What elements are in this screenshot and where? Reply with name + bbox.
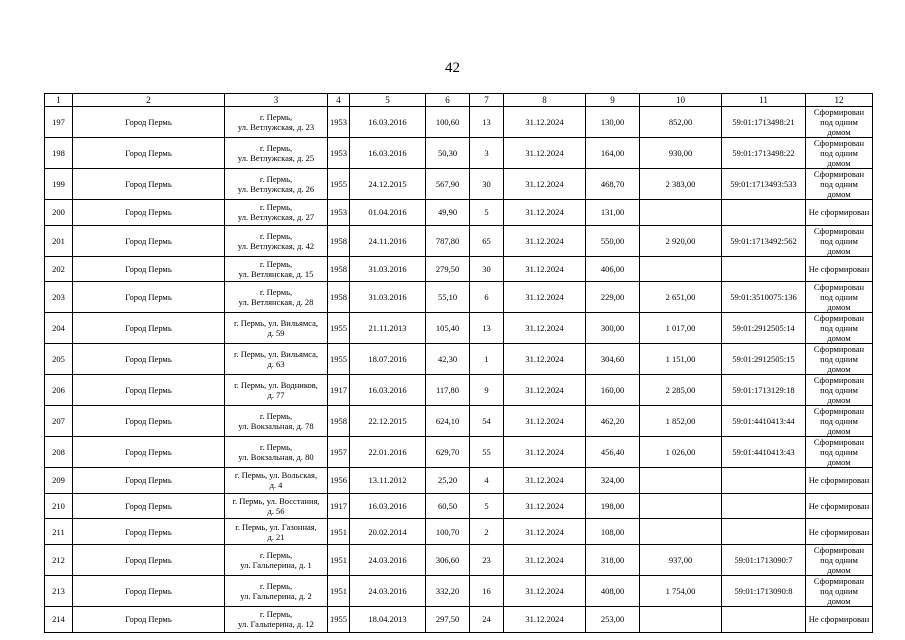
table-row bbox=[45, 169, 873, 200]
address-cell: г. Пермь, ул. Гальперина, д. 12 bbox=[225, 606, 328, 632]
address-cell: г. Пермь, ул. Ветлужская, д. 42 bbox=[225, 225, 328, 256]
cadastral-area-cell: 2 920,00 bbox=[640, 225, 722, 256]
year-cell: 1955 bbox=[328, 313, 350, 344]
table-row bbox=[45, 313, 873, 344]
date-cell: 16.03.2016 bbox=[350, 138, 426, 169]
year-cell: 1955 bbox=[328, 344, 350, 375]
year-cell: 1958 bbox=[328, 256, 350, 282]
area-cell: 306,60 bbox=[426, 544, 470, 575]
land-area-cell: 229,00 bbox=[586, 282, 640, 313]
address-cell: г. Пермь, ул. Вокзальная, д. 80 bbox=[225, 437, 328, 468]
table-row bbox=[45, 575, 873, 606]
land-area-cell: 198,00 bbox=[586, 493, 640, 519]
status-cell: Не сформирован bbox=[806, 606, 873, 632]
deadline-cell: 31.12.2024 bbox=[504, 606, 586, 632]
deadline-cell: 31.12.2024 bbox=[504, 313, 586, 344]
column-header: 7 bbox=[470, 94, 504, 107]
cadastral-area-cell: 852,00 bbox=[640, 107, 722, 138]
column-header: 2 bbox=[73, 94, 225, 107]
residents-cell: 13 bbox=[470, 313, 504, 344]
year-cell: 1953 bbox=[328, 200, 350, 226]
land-area-cell: 160,00 bbox=[586, 375, 640, 406]
residents-cell: 6 bbox=[470, 282, 504, 313]
land-area-cell: 108,00 bbox=[586, 519, 640, 545]
cadastral-area-cell: 930,00 bbox=[640, 138, 722, 169]
land-area-cell: 408,00 bbox=[586, 575, 640, 606]
address-cell: г. Пермь, ул. Ветлянская, д. 28 bbox=[225, 282, 328, 313]
status-cell: Не сформирован bbox=[806, 256, 873, 282]
cadastral-number-cell: 59:01:2912505:14 bbox=[722, 313, 806, 344]
address-cell: г. Пермь, ул. Вильямса, д. 63 bbox=[225, 344, 328, 375]
status-cell: Сформирован под одним домом bbox=[806, 282, 873, 313]
row-number-cell: 198 bbox=[45, 138, 73, 169]
area-cell: 629,70 bbox=[426, 437, 470, 468]
date-cell: 22.01.2016 bbox=[350, 437, 426, 468]
cadastral-area-cell: 1 026,00 bbox=[640, 437, 722, 468]
residents-cell: 9 bbox=[470, 375, 504, 406]
address-cell: г. Пермь, ул. Водников, д. 77 bbox=[225, 375, 328, 406]
area-cell: 332,20 bbox=[426, 575, 470, 606]
area-cell: 55,10 bbox=[426, 282, 470, 313]
date-cell: 18.04.2013 bbox=[350, 606, 426, 632]
cadastral-area-cell bbox=[640, 256, 722, 282]
row-number-cell: 204 bbox=[45, 313, 73, 344]
table-row bbox=[45, 375, 873, 406]
date-cell: 16.03.2016 bbox=[350, 107, 426, 138]
deadline-cell: 31.12.2024 bbox=[504, 468, 586, 494]
cadastral-number-cell: 59:01:1713498:22 bbox=[722, 138, 806, 169]
row-number-cell: 197 bbox=[45, 107, 73, 138]
cadastral-number-cell bbox=[722, 200, 806, 226]
year-cell: 1958 bbox=[328, 282, 350, 313]
cadastral-number-cell: 59:01:1713493:533 bbox=[722, 169, 806, 200]
address-cell: г. Пермь, ул. Ветлужская, д. 26 bbox=[225, 169, 328, 200]
table-row bbox=[45, 406, 873, 437]
land-area-cell: 131,00 bbox=[586, 200, 640, 226]
date-cell: 24.11.2016 bbox=[350, 225, 426, 256]
deadline-cell: 31.12.2024 bbox=[504, 575, 586, 606]
cadastral-number-cell: 59:01:1713498:21 bbox=[722, 107, 806, 138]
cadastral-number-cell: 59:01:4410413:43 bbox=[722, 437, 806, 468]
year-cell: 1957 bbox=[328, 437, 350, 468]
cadastral-area-cell: 1 017,00 bbox=[640, 313, 722, 344]
year-cell: 1955 bbox=[328, 169, 350, 200]
row-number-cell: 200 bbox=[45, 200, 73, 226]
land-area-cell: 456,40 bbox=[586, 437, 640, 468]
deadline-cell: 31.12.2024 bbox=[504, 282, 586, 313]
table-row bbox=[45, 138, 873, 169]
column-header: 12 bbox=[806, 94, 873, 107]
deadline-cell: 31.12.2024 bbox=[504, 256, 586, 282]
status-cell: Сформирован под одним домом bbox=[806, 225, 873, 256]
land-area-cell: 304,60 bbox=[586, 344, 640, 375]
date-cell: 16.03.2016 bbox=[350, 493, 426, 519]
header-row bbox=[45, 94, 873, 107]
year-cell: 1955 bbox=[328, 606, 350, 632]
row-number-cell: 205 bbox=[45, 344, 73, 375]
deadline-cell: 31.12.2024 bbox=[504, 200, 586, 226]
housing-table bbox=[44, 93, 873, 633]
table-row bbox=[45, 107, 873, 138]
year-cell: 1917 bbox=[328, 493, 350, 519]
deadline-cell: 31.12.2024 bbox=[504, 375, 586, 406]
year-cell: 1953 bbox=[328, 138, 350, 169]
cadastral-area-cell: 937,00 bbox=[640, 544, 722, 575]
table-row bbox=[45, 200, 873, 226]
row-number-cell: 210 bbox=[45, 493, 73, 519]
deadline-cell: 31.12.2024 bbox=[504, 406, 586, 437]
address-cell: г. Пермь, ул. Ветлужская, д. 25 bbox=[225, 138, 328, 169]
deadline-cell: 31.12.2024 bbox=[504, 519, 586, 545]
land-area-cell: 318,00 bbox=[586, 544, 640, 575]
date-cell: 16.03.2016 bbox=[350, 375, 426, 406]
municipality-cell: Город Пермь bbox=[73, 282, 225, 313]
table-row bbox=[45, 544, 873, 575]
land-area-cell: 468,70 bbox=[586, 169, 640, 200]
row-number-cell: 206 bbox=[45, 375, 73, 406]
status-cell: Сформирован под одним домом bbox=[806, 169, 873, 200]
municipality-cell: Город Пермь bbox=[73, 519, 225, 545]
address-cell: г. Пермь, ул. Вильямса, д. 59 bbox=[225, 313, 328, 344]
table-row bbox=[45, 256, 873, 282]
residents-cell: 30 bbox=[470, 169, 504, 200]
land-area-cell: 300,00 bbox=[586, 313, 640, 344]
row-number-cell: 211 bbox=[45, 519, 73, 545]
cadastral-number-cell: 59:01:1713129:18 bbox=[722, 375, 806, 406]
date-cell: 31.03.2016 bbox=[350, 282, 426, 313]
status-cell: Сформирован под одним домом bbox=[806, 544, 873, 575]
status-cell: Не сформирован bbox=[806, 200, 873, 226]
land-area-cell: 324,00 bbox=[586, 468, 640, 494]
residents-cell: 23 bbox=[470, 544, 504, 575]
table-row bbox=[45, 493, 873, 519]
address-cell: г. Пермь, ул. Газонная, д. 21 bbox=[225, 519, 328, 545]
cadastral-area-cell: 1 852,00 bbox=[640, 406, 722, 437]
date-cell: 01.04.2016 bbox=[350, 200, 426, 226]
year-cell: 1953 bbox=[328, 107, 350, 138]
residents-cell: 3 bbox=[470, 138, 504, 169]
area-cell: 117,80 bbox=[426, 375, 470, 406]
land-area-cell: 462,20 bbox=[586, 406, 640, 437]
date-cell: 22.12.2015 bbox=[350, 406, 426, 437]
table-row bbox=[45, 468, 873, 494]
cadastral-area-cell: 1 754,00 bbox=[640, 575, 722, 606]
status-cell: Сформирован под одним домом bbox=[806, 313, 873, 344]
row-number-cell: 214 bbox=[45, 606, 73, 632]
deadline-cell: 31.12.2024 bbox=[504, 437, 586, 468]
address-cell: г. Пермь, ул. Ветлужская, д. 27 bbox=[225, 200, 328, 226]
table-row bbox=[45, 344, 873, 375]
table-row bbox=[45, 606, 873, 632]
table-row bbox=[45, 282, 873, 313]
residents-cell: 5 bbox=[470, 493, 504, 519]
area-cell: 25,20 bbox=[426, 468, 470, 494]
cadastral-area-cell bbox=[640, 200, 722, 226]
cadastral-number-cell: 59:01:4410413:44 bbox=[722, 406, 806, 437]
column-header: 8 bbox=[504, 94, 586, 107]
column-header: 10 bbox=[640, 94, 722, 107]
area-cell: 567,90 bbox=[426, 169, 470, 200]
table-body bbox=[45, 107, 873, 633]
cadastral-number-cell bbox=[722, 493, 806, 519]
row-number-cell: 203 bbox=[45, 282, 73, 313]
address-cell: г. Пермь, ул. Восстания, д. 56 bbox=[225, 493, 328, 519]
municipality-cell: Город Пермь bbox=[73, 375, 225, 406]
year-cell: 1951 bbox=[328, 519, 350, 545]
cadastral-area-cell: 2 651,00 bbox=[640, 282, 722, 313]
area-cell: 279,50 bbox=[426, 256, 470, 282]
date-cell: 13.11.2012 bbox=[350, 468, 426, 494]
cadastral-number-cell: 59:01:2912505:15 bbox=[722, 344, 806, 375]
residents-cell: 30 bbox=[470, 256, 504, 282]
status-cell: Сформирован под одним домом bbox=[806, 344, 873, 375]
column-header: 3 bbox=[225, 94, 328, 107]
municipality-cell: Город Пермь bbox=[73, 606, 225, 632]
address-cell: г. Пермь, ул. Вольская, д. 4 bbox=[225, 468, 328, 494]
cadastral-area-cell bbox=[640, 606, 722, 632]
column-header: 6 bbox=[426, 94, 470, 107]
year-cell: 1956 bbox=[328, 468, 350, 494]
cadastral-area-cell: 1 151,00 bbox=[640, 344, 722, 375]
cadastral-area-cell: 2 383,00 bbox=[640, 169, 722, 200]
column-header: 11 bbox=[722, 94, 806, 107]
row-number-cell: 213 bbox=[45, 575, 73, 606]
year-cell: 1958 bbox=[328, 406, 350, 437]
residents-cell: 24 bbox=[470, 606, 504, 632]
area-cell: 105,40 bbox=[426, 313, 470, 344]
year-cell: 1917 bbox=[328, 375, 350, 406]
date-cell: 24.03.2016 bbox=[350, 575, 426, 606]
row-number-cell: 199 bbox=[45, 169, 73, 200]
area-cell: 49,90 bbox=[426, 200, 470, 226]
page-number: 42 bbox=[445, 60, 460, 76]
land-area-cell: 130,00 bbox=[586, 107, 640, 138]
table-row bbox=[45, 519, 873, 545]
land-area-cell: 164,00 bbox=[586, 138, 640, 169]
municipality-cell: Город Пермь bbox=[73, 406, 225, 437]
municipality-cell: Город Пермь bbox=[73, 225, 225, 256]
municipality-cell: Город Пермь bbox=[73, 138, 225, 169]
area-cell: 624,10 bbox=[426, 406, 470, 437]
address-cell: г. Пермь, ул. Ветлянская, д. 15 bbox=[225, 256, 328, 282]
residents-cell: 55 bbox=[470, 437, 504, 468]
cadastral-number-cell bbox=[722, 519, 806, 545]
table-row bbox=[45, 225, 873, 256]
cadastral-number-cell: 59:01:3510075:136 bbox=[722, 282, 806, 313]
row-number-cell: 202 bbox=[45, 256, 73, 282]
status-cell: Не сформирован bbox=[806, 519, 873, 545]
year-cell: 1951 bbox=[328, 575, 350, 606]
year-cell: 1958 bbox=[328, 225, 350, 256]
municipality-cell: Город Пермь bbox=[73, 313, 225, 344]
deadline-cell: 31.12.2024 bbox=[504, 225, 586, 256]
residents-cell: 16 bbox=[470, 575, 504, 606]
status-cell: Сформирован под одним домом bbox=[806, 107, 873, 138]
deadline-cell: 31.12.2024 bbox=[504, 344, 586, 375]
cadastral-area-cell bbox=[640, 519, 722, 545]
deadline-cell: 31.12.2024 bbox=[504, 493, 586, 519]
residents-cell: 5 bbox=[470, 200, 504, 226]
status-cell: Сформирован под одним домом bbox=[806, 138, 873, 169]
row-number-cell: 207 bbox=[45, 406, 73, 437]
date-cell: 20.02.2014 bbox=[350, 519, 426, 545]
area-cell: 100,60 bbox=[426, 107, 470, 138]
cadastral-number-cell bbox=[722, 606, 806, 632]
residents-cell: 1 bbox=[470, 344, 504, 375]
deadline-cell: 31.12.2024 bbox=[504, 544, 586, 575]
table-row bbox=[45, 437, 873, 468]
deadline-cell: 31.12.2024 bbox=[504, 107, 586, 138]
municipality-cell: Город Пермь bbox=[73, 169, 225, 200]
address-cell: г. Пермь, ул. Гальперина, д. 1 bbox=[225, 544, 328, 575]
date-cell: 24.12.2015 bbox=[350, 169, 426, 200]
row-number-cell: 208 bbox=[45, 437, 73, 468]
cadastral-area-cell: 2 285,00 bbox=[640, 375, 722, 406]
land-area-cell: 253,00 bbox=[586, 606, 640, 632]
address-cell: г. Пермь, ул. Вокзальная, д. 78 bbox=[225, 406, 328, 437]
date-cell: 24.03.2016 bbox=[350, 544, 426, 575]
deadline-cell: 31.12.2024 bbox=[504, 169, 586, 200]
address-cell: г. Пермь, ул. Гальперина, д. 2 bbox=[225, 575, 328, 606]
cadastral-area-cell bbox=[640, 493, 722, 519]
row-number-cell: 212 bbox=[45, 544, 73, 575]
area-cell: 100,70 bbox=[426, 519, 470, 545]
cadastral-area-cell bbox=[640, 468, 722, 494]
area-cell: 42,30 bbox=[426, 344, 470, 375]
land-area-cell: 406,00 bbox=[586, 256, 640, 282]
residents-cell: 2 bbox=[470, 519, 504, 545]
column-header: 4 bbox=[328, 94, 350, 107]
cadastral-number-cell: 59:01:1713090:7 bbox=[722, 544, 806, 575]
deadline-cell: 31.12.2024 bbox=[504, 138, 586, 169]
municipality-cell: Город Пермь bbox=[73, 344, 225, 375]
row-number-cell: 201 bbox=[45, 225, 73, 256]
municipality-cell: Город Пермь bbox=[73, 437, 225, 468]
column-header: 5 bbox=[350, 94, 426, 107]
date-cell: 31.03.2016 bbox=[350, 256, 426, 282]
date-cell: 21.11.2013 bbox=[350, 313, 426, 344]
cadastral-number-cell bbox=[722, 468, 806, 494]
status-cell: Не сформирован bbox=[806, 468, 873, 494]
residents-cell: 4 bbox=[470, 468, 504, 494]
municipality-cell: Город Пермь bbox=[73, 107, 225, 138]
address-cell: г. Пермь, ул. Ветлужская, д. 23 bbox=[225, 107, 328, 138]
residents-cell: 65 bbox=[470, 225, 504, 256]
area-cell: 60,50 bbox=[426, 493, 470, 519]
municipality-cell: Город Пермь bbox=[73, 493, 225, 519]
municipality-cell: Город Пермь bbox=[73, 468, 225, 494]
land-area-cell: 550,00 bbox=[586, 225, 640, 256]
municipality-cell: Город Пермь bbox=[73, 256, 225, 282]
cadastral-number-cell bbox=[722, 256, 806, 282]
status-cell: Сформирован под одним домом bbox=[806, 575, 873, 606]
status-cell: Сформирован под одним домом bbox=[806, 437, 873, 468]
row-number-cell: 209 bbox=[45, 468, 73, 494]
area-cell: 787,80 bbox=[426, 225, 470, 256]
municipality-cell: Город Пермь bbox=[73, 544, 225, 575]
status-cell: Сформирован под одним домом bbox=[806, 375, 873, 406]
area-cell: 297,50 bbox=[426, 606, 470, 632]
column-header: 9 bbox=[586, 94, 640, 107]
column-header: 1 bbox=[45, 94, 73, 107]
municipality-cell: Город Пермь bbox=[73, 575, 225, 606]
cadastral-number-cell: 59:01:1713492:562 bbox=[722, 225, 806, 256]
year-cell: 1951 bbox=[328, 544, 350, 575]
status-cell: Не сформирован bbox=[806, 493, 873, 519]
area-cell: 50,30 bbox=[426, 138, 470, 169]
cadastral-number-cell: 59:01:1713090:8 bbox=[722, 575, 806, 606]
municipality-cell: Город Пермь bbox=[73, 200, 225, 226]
status-cell: Сформирован под одним домом bbox=[806, 406, 873, 437]
residents-cell: 13 bbox=[470, 107, 504, 138]
date-cell: 18.07.2016 bbox=[350, 344, 426, 375]
residents-cell: 54 bbox=[470, 406, 504, 437]
